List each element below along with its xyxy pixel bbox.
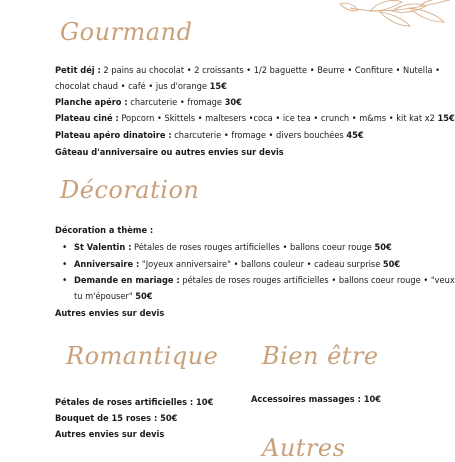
- item-label: Petit déj :: [55, 65, 101, 76]
- decoration-item-anniversaire: [74, 258, 400, 271]
- decoration-intro: Décoration a thème :: [55, 225, 154, 236]
- romantique-line-bouquet: Bouquet de 15 roses : 50€: [55, 413, 178, 424]
- section-title-autres: Autres: [262, 434, 346, 462]
- gourmand-line-cine: [55, 112, 455, 125]
- bullet: •: [62, 259, 68, 270]
- gourmand-line-petit-dej: [55, 64, 440, 77]
- gourmand-line-petit-dej-cont: [55, 80, 227, 93]
- item-price: 15€: [437, 113, 455, 124]
- item-text: Popcorn • Skittels • maltesers •coca • ice tea • crunch • m&ms • kit kat x2: [118, 113, 438, 124]
- romantique-line-other: Autres envies sur devis: [55, 429, 165, 440]
- item-text: tu m'épouser": [74, 291, 136, 302]
- item-text: chocolat chaud • café • jus d'orange: [55, 81, 210, 92]
- item-label: Plateau ciné :: [55, 113, 119, 124]
- item-text: "Joyeux anniversaire" • ballons couleur • cadeau surprise: [139, 259, 383, 270]
- leaf-branch-icon: [340, 0, 450, 40]
- item-text: Pétales de roses rouges artificielles • ballons coeur rouge: [131, 242, 375, 253]
- gourmand-line-planche: [55, 96, 242, 109]
- romantique-line-petales: Pétales de roses artificielles : 10€: [55, 397, 214, 408]
- item-price: 50€: [374, 242, 392, 253]
- item-text: 2 pains au chocolat • 2 croissants • 1/2 baguette • Beurre • Confiture • Nutella •: [100, 65, 440, 76]
- item-price: 15€: [209, 81, 227, 92]
- item-text: charcuterie • fromage • divers bouchées: [171, 130, 347, 141]
- item-price: 30€: [224, 97, 242, 108]
- section-title-decoration: Décoration: [60, 176, 200, 204]
- section-title-bien-etre: Bien être: [262, 342, 379, 370]
- item-price: 50€: [135, 291, 153, 302]
- bien-etre-line-massages: Accessoires massages : 10€: [251, 394, 382, 405]
- gourmand-line-gateau: Gâteau d'anniversaire ou autres envies sur devis: [55, 147, 284, 158]
- gourmand-line-dinatoire: [55, 129, 364, 142]
- decoration-item-valentin: [74, 241, 392, 254]
- item-label: St Valentin :: [74, 242, 132, 253]
- item-label: Demande en mariage :: [74, 275, 180, 286]
- item-price: 45€: [346, 130, 364, 141]
- bullet: •: [62, 275, 68, 286]
- item-label: Planche apéro :: [55, 97, 128, 108]
- decoration-other: Autres envies sur devis: [55, 308, 165, 319]
- item-label: Plateau apéro dinatoire :: [55, 130, 172, 141]
- decoration-item-mariage: [74, 274, 455, 287]
- decoration-item-mariage-cont: [74, 290, 153, 303]
- section-title-gourmand: Gourmand: [60, 18, 193, 46]
- bullet: •: [62, 242, 68, 253]
- section-title-romantique: Romantique: [66, 342, 219, 370]
- item-text: charcuterie • fromage: [127, 97, 225, 108]
- item-price: 50€: [382, 259, 401, 270]
- item-text: pétales de roses rouges artificielles • ballons coeur rouge • "veux: [179, 275, 455, 286]
- item-label: Anniversaire :: [74, 259, 140, 270]
